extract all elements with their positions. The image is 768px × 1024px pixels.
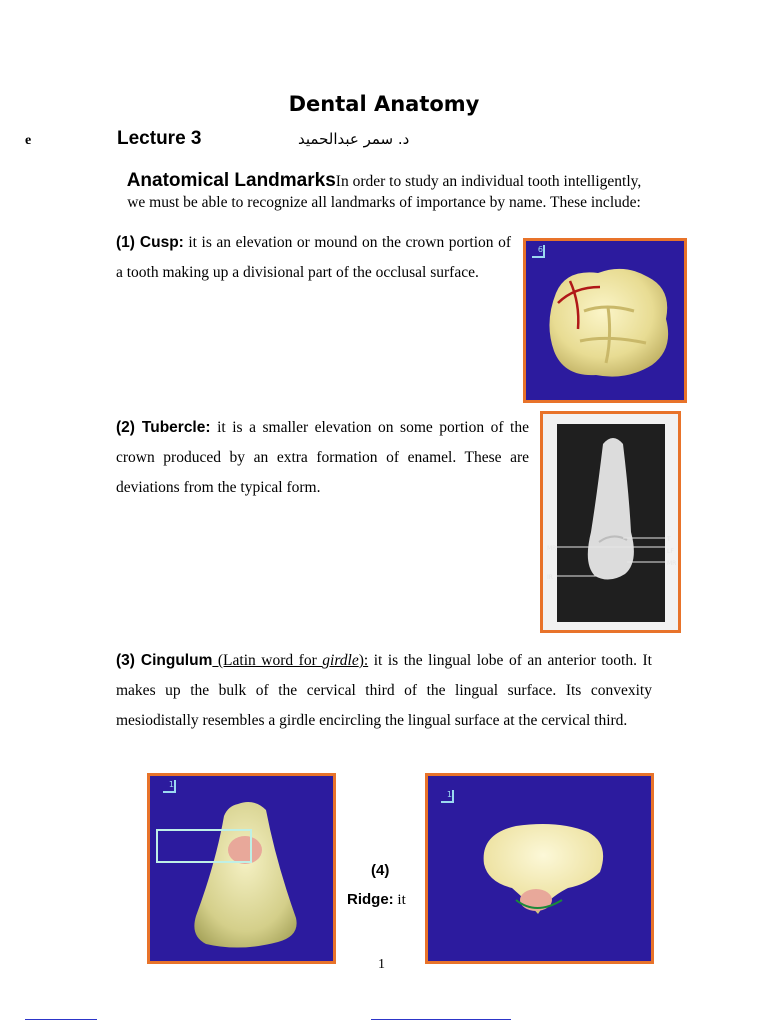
- incisor-lingual-image: [150, 776, 333, 961]
- intro-text: In order to study an individual tooth intelligently, we must be able to recognize all landmarks of importance by name. These include:: [127, 173, 642, 211]
- cingulum-text: it is the lingual lobe of an anterior tooth. It makes up the bulk of the cervical third of the lingual surface. Its convexity mesiodistally resembles a girdle encircling the lingual surface at the cervical third.: [116, 652, 652, 729]
- author-name: د. سمر عبدالحميد: [298, 130, 410, 148]
- margin-mark: e: [25, 133, 32, 148]
- document-title: Dental Anatomy: [288, 92, 480, 116]
- cusp-figure: [523, 238, 687, 403]
- page-number: 1: [378, 957, 385, 972]
- cusp-paragraph: [116, 228, 511, 288]
- tubercle-figure: [540, 411, 681, 633]
- cingulum-incisal-figure: [425, 773, 654, 964]
- cusp-text: it is an elevation or mound on the crown portion of a tooth making up a divisional part of the occlusal surface.: [116, 234, 511, 281]
- landmark-label-mr: MR: [667, 560, 677, 567]
- tubercle-paragraph: [116, 413, 529, 503]
- figure-corner-mark: 1: [163, 780, 176, 793]
- tubercle-text: it is a smaller elevation on some portion of the crown produced by an extra formation of enamel. These are deviations from the typical form.: [116, 419, 529, 496]
- landmark-label-t: T: [667, 536, 671, 543]
- ridge-text: it: [393, 892, 406, 908]
- cingulum-lingual-figure: [147, 773, 336, 964]
- landmark-label-ir: IR: [547, 574, 553, 581]
- cusp-label: (1) Cusp:: [116, 234, 184, 251]
- cingulum-label: (3) Cingulum: [116, 652, 213, 669]
- incisor-radiograph-image: [543, 414, 678, 630]
- section-heading: Anatomical Landmarks: [126, 170, 336, 191]
- intro-paragraph: [118, 170, 650, 213]
- ridge-paragraph: [347, 856, 427, 915]
- landmark-label-mr-left: MR: [547, 545, 557, 552]
- footer-link-right[interactable]: [371, 1019, 511, 1020]
- tubercle-label: (2) Tubercle:: [116, 419, 211, 436]
- figure-corner-mark: 6: [532, 245, 545, 258]
- molar-occlusal-image: [526, 241, 684, 400]
- cingulum-paragraph: [116, 646, 652, 736]
- cingulum-latin-note: (Latin word for girdle):: [212, 652, 369, 669]
- figure-corner-mark: 1: [441, 790, 454, 803]
- landmark-label-lf: LF: [667, 548, 674, 555]
- ridge-number: (4): [371, 862, 390, 879]
- lecture-number: Lecture 3: [117, 128, 202, 149]
- footer-link-left[interactable]: [25, 1019, 97, 1020]
- incisor-incisal-image: [428, 776, 651, 961]
- ridge-label: Ridge:: [347, 891, 394, 908]
